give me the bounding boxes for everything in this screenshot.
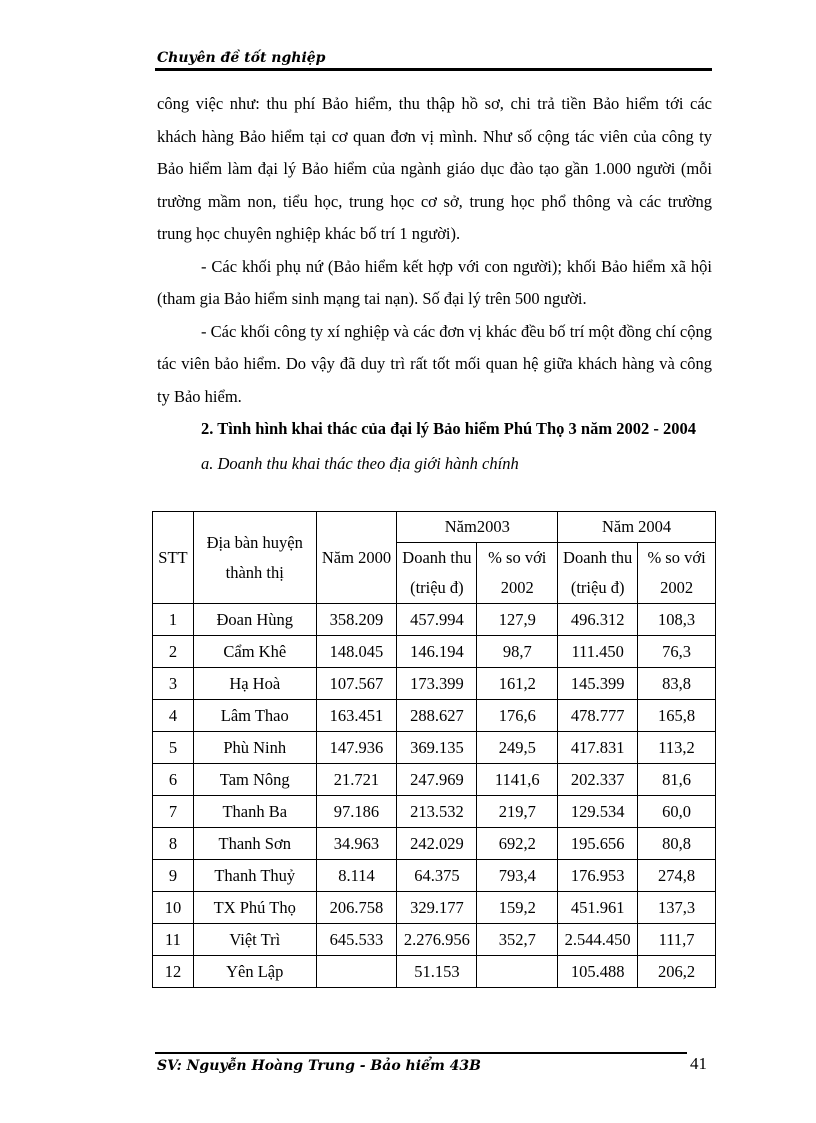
cell-year-2000 — [316, 956, 397, 988]
table-body — [153, 604, 716, 988]
table-row — [153, 828, 716, 860]
cell-stt: 10 — [153, 892, 194, 924]
header-pct-base: 2002 — [500, 578, 534, 597]
cell-pct-2003: 159,2 — [477, 892, 558, 924]
header-district-line2: thành thị — [225, 562, 284, 582]
table-caption: a. Doanh thu khai thác theo địa giới hành chính — [201, 453, 519, 473]
cell-revenue-2003: 146.194 — [397, 636, 477, 668]
cell-revenue-2003: 51.153 — [397, 956, 477, 988]
cell-pct-2004: 206,2 — [638, 956, 716, 988]
table-row — [153, 796, 716, 828]
table-header — [153, 512, 716, 604]
header-revenue-label: Doanh thu — [563, 548, 633, 567]
cell-pct-2003: 793,4 — [477, 860, 558, 892]
cell-stt: 7 — [153, 796, 194, 828]
header-revenue-unit: (triệu đ) — [410, 578, 464, 597]
header-pct-label: % so với — [488, 548, 547, 567]
header-year-2000: Năm 2000 — [316, 512, 397, 604]
table-row — [153, 924, 716, 956]
table-row — [153, 764, 716, 796]
cell-pct-2004: 137,3 — [638, 892, 716, 924]
table-row — [153, 668, 716, 700]
header-year-2003: Năm2003 — [397, 512, 558, 543]
cell-revenue-2004: 417.831 — [558, 732, 638, 764]
cell-district: Thanh Sơn — [193, 828, 316, 860]
cell-year-2000: 645.533 — [316, 924, 397, 956]
cell-district: Lâm Thao — [193, 700, 316, 732]
paragraph: - Các khối phụ nứ (Bảo hiểm kết hợp với con người); khối Bảo hiểm xã hội (tham gia Bảo hiểm sinh mạng tai nạn). Số đại lý trên 500 người. — [157, 256, 712, 308]
cell-stt: 2 — [153, 636, 194, 668]
cell-pct-2003: 161,2 — [477, 668, 558, 700]
cell-district: Phù Ninh — [193, 732, 316, 764]
cell-revenue-2003: 329.177 — [397, 892, 477, 924]
revenue-table — [152, 511, 716, 988]
header-stt: STT — [153, 512, 194, 604]
cell-year-2000: 34.963 — [316, 828, 397, 860]
page-number: 41 — [690, 1054, 707, 1073]
cell-revenue-2004: 195.656 — [558, 828, 638, 860]
cell-district: Hạ Hoà — [193, 668, 316, 700]
cell-pct-2004: 60,0 — [638, 796, 716, 828]
cell-stt: 9 — [153, 860, 194, 892]
cell-pct-2003: 98,7 — [477, 636, 558, 668]
header-pct-label: % so với — [647, 548, 706, 567]
cell-year-2000: 107.567 — [316, 668, 397, 700]
cell-revenue-2004: 105.488 — [558, 956, 638, 988]
header-year-2004: Năm 2004 — [558, 512, 716, 543]
document-body — [157, 88, 712, 478]
cell-year-2000: 97.186 — [316, 796, 397, 828]
table-row — [153, 956, 716, 988]
cell-year-2000: 148.045 — [316, 636, 397, 668]
cell-revenue-2004: 496.312 — [558, 604, 638, 636]
cell-pct-2004: 80,8 — [638, 828, 716, 860]
cell-revenue-2004: 145.399 — [558, 668, 638, 700]
cell-district: Thanh Thuỷ — [193, 860, 316, 892]
cell-stt: 1 — [153, 604, 194, 636]
cell-stt: 12 — [153, 956, 194, 988]
table-row — [153, 732, 716, 764]
paragraph: - Các khối công ty xí nghiệp và các đơn vị khác đều bố trí một đồng chí cộng tác viên bảo hiểm. Do vậy đã duy trì rất tốt mối quan hệ giữa khách hàng và công ty Bảo hiểm. — [157, 321, 712, 406]
header-revenue-2004 — [558, 543, 638, 604]
cell-district: Cẩm Khê — [193, 636, 316, 668]
cell-revenue-2004: 111.450 — [558, 636, 638, 668]
cell-pct-2003: 127,9 — [477, 604, 558, 636]
footer-divider — [155, 1052, 687, 1054]
cell-year-2000: 206.758 — [316, 892, 397, 924]
header-district-line1: Địa bàn huyện — [206, 532, 303, 552]
cell-pct-2004: 113,2 — [638, 732, 716, 764]
header-pct-base: 2002 — [660, 578, 694, 597]
cell-revenue-2003: 288.627 — [397, 700, 477, 732]
cell-revenue-2003: 173.399 — [397, 668, 477, 700]
cell-pct-2004: 108,3 — [638, 604, 716, 636]
cell-stt: 11 — [153, 924, 194, 956]
cell-pct-2004: 76,3 — [638, 636, 716, 668]
cell-pct-2003: 1141,6 — [477, 764, 558, 796]
document-header-title: Chuyên đề tốt nghiệp — [157, 50, 326, 66]
cell-revenue-2003: 242.029 — [397, 828, 477, 860]
cell-district: Đoan Hùng — [193, 604, 316, 636]
cell-stt: 3 — [153, 668, 194, 700]
header-revenue-unit: (triệu đ) — [570, 578, 625, 597]
table-row — [153, 700, 716, 732]
cell-pct-2003: 352,7 — [477, 924, 558, 956]
cell-pct-2004: 111,7 — [638, 924, 716, 956]
cell-revenue-2004: 478.777 — [558, 700, 638, 732]
cell-revenue-2004: 2.544.450 — [558, 924, 638, 956]
cell-year-2000: 358.209 — [316, 604, 397, 636]
table-row — [153, 636, 716, 668]
cell-pct-2003: 692,2 — [477, 828, 558, 860]
header-divider — [155, 68, 712, 71]
cell-pct-2004: 81,6 — [638, 764, 716, 796]
cell-pct-2004: 165,8 — [638, 700, 716, 732]
cell-pct-2004: 83,8 — [638, 668, 716, 700]
section-heading: 2. Tình hình khai thác của đại lý Bảo hiểm Phú Thọ 3 năm 2002 - 2004 — [201, 419, 696, 438]
cell-year-2000: 8.114 — [316, 860, 397, 892]
cell-revenue-2004: 176.953 — [558, 860, 638, 892]
header-district — [193, 512, 316, 604]
cell-district: Việt Trì — [193, 924, 316, 956]
cell-revenue-2004: 451.961 — [558, 892, 638, 924]
cell-revenue-2003: 369.135 — [397, 732, 477, 764]
cell-pct-2003: 249,5 — [477, 732, 558, 764]
footer-author: SV: Nguyễn Hoàng Trung - Bảo hiểm 43B — [157, 1058, 481, 1074]
cell-revenue-2003: 247.969 — [397, 764, 477, 796]
header-pct-2003 — [477, 543, 558, 604]
table-row — [153, 604, 716, 636]
header-revenue-label: Doanh thu — [402, 548, 472, 567]
cell-district: Yên Lập — [193, 956, 316, 988]
cell-revenue-2004: 129.534 — [558, 796, 638, 828]
cell-year-2000: 147.936 — [316, 732, 397, 764]
cell-revenue-2003: 2.276.956 — [397, 924, 477, 956]
cell-year-2000: 163.451 — [316, 700, 397, 732]
cell-revenue-2004: 202.337 — [558, 764, 638, 796]
cell-revenue-2003: 64.375 — [397, 860, 477, 892]
cell-district: Tam Nông — [193, 764, 316, 796]
table-row — [153, 860, 716, 892]
table-row — [153, 892, 716, 924]
cell-pct-2003: 176,6 — [477, 700, 558, 732]
cell-pct-2004: 274,8 — [638, 860, 716, 892]
cell-stt: 5 — [153, 732, 194, 764]
cell-pct-2003 — [477, 956, 558, 988]
cell-revenue-2003: 457.994 — [397, 604, 477, 636]
cell-revenue-2003: 213.532 — [397, 796, 477, 828]
cell-stt: 4 — [153, 700, 194, 732]
header-pct-2004 — [638, 543, 716, 604]
cell-stt: 6 — [153, 764, 194, 796]
cell-district: TX Phú Thọ — [193, 892, 316, 924]
cell-district: Thanh Ba — [193, 796, 316, 828]
paragraph: công việc như: thu phí Bảo hiểm, thu thập hồ sơ, chi trả tiền Bảo hiểm tới các khách hàng Bảo hiểm tại cơ quan đơn vị mình. Như số cộng tác viên của công ty Bảo hiểm làm đại lý Bảo hiểm của ngành giáo dục đào tạo gần 1.000 người (mỗi trường mầm non, tiểu học, trung học cơ sở, trung học phổ thông và các trường trung học chuyên nghiệp khác bố trí 1 người). — [157, 94, 712, 243]
cell-year-2000: 21.721 — [316, 764, 397, 796]
cell-pct-2003: 219,7 — [477, 796, 558, 828]
header-revenue-2003 — [397, 543, 477, 604]
cell-stt: 8 — [153, 828, 194, 860]
